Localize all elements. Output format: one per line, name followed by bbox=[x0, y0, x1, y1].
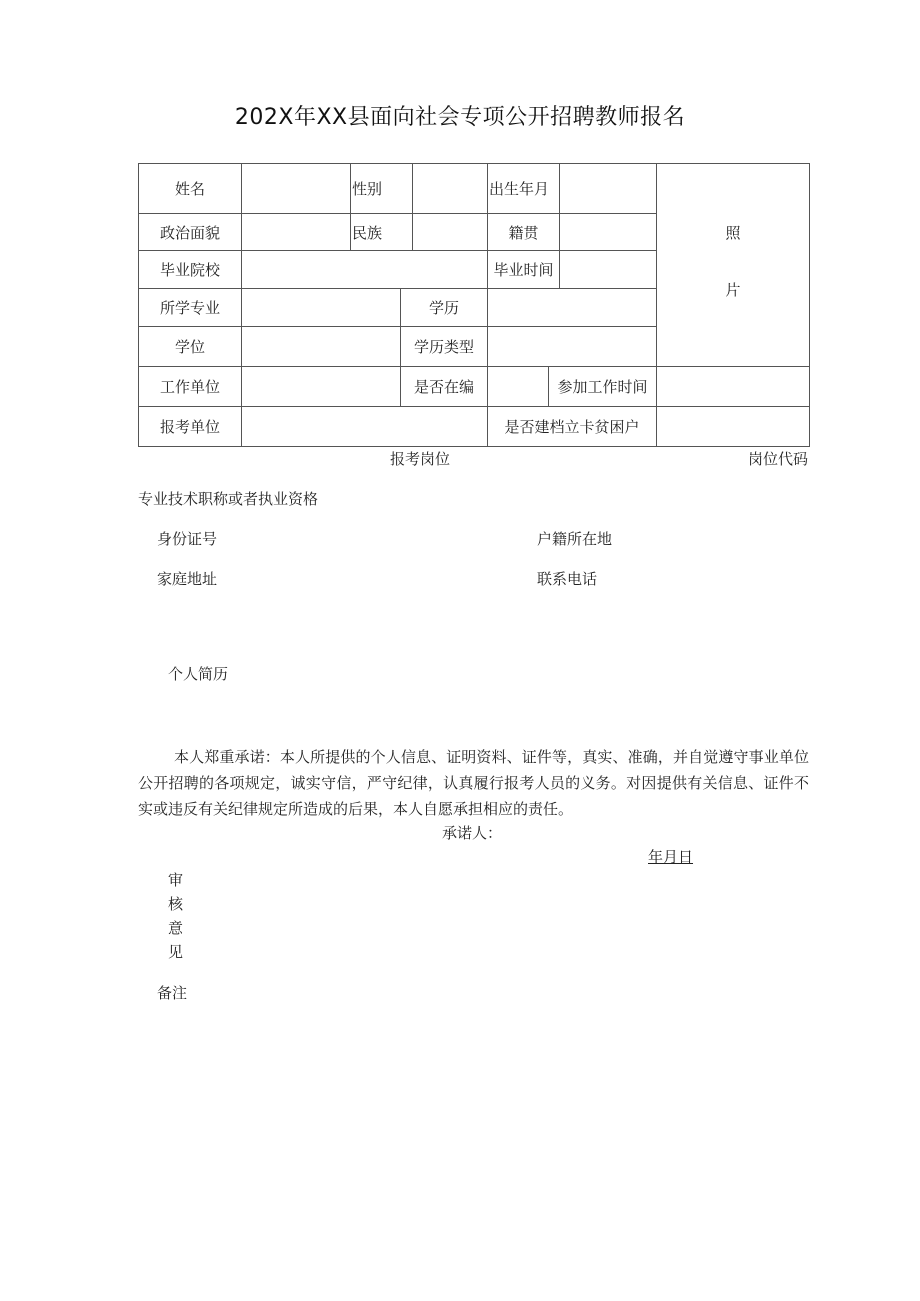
name-label: 姓名 bbox=[139, 164, 242, 214]
native-place-input[interactable] bbox=[560, 214, 657, 251]
politics-label: 政治面貌 bbox=[139, 214, 242, 251]
review-char-1: 审 bbox=[168, 871, 184, 889]
degree-label: 学位 bbox=[139, 327, 242, 367]
education-input[interactable] bbox=[488, 289, 657, 327]
poverty-label: 是否建档立卡贫困户 bbox=[488, 407, 657, 447]
review-char-3: 意 bbox=[168, 919, 184, 937]
date-label: 年月日 bbox=[648, 848, 694, 866]
school-input[interactable] bbox=[242, 251, 488, 289]
politics-input[interactable] bbox=[242, 214, 351, 251]
birth-label: 出生年月 bbox=[488, 164, 560, 214]
birth-input[interactable] bbox=[560, 164, 657, 214]
poverty-input[interactable] bbox=[657, 407, 810, 447]
home-address-label: 家庭地址 bbox=[157, 570, 218, 588]
apply-unit-label: 报考单位 bbox=[139, 407, 242, 447]
ethnicity-input[interactable] bbox=[413, 214, 488, 251]
name-input[interactable] bbox=[242, 164, 351, 214]
household-label: 户籍所在地 bbox=[537, 530, 613, 548]
review-char-4: 见 bbox=[168, 943, 184, 961]
qualification-label: 专业技术职称或者执业资格 bbox=[138, 490, 319, 508]
remarks-label: 备注 bbox=[157, 984, 188, 1002]
on-staff-input[interactable] bbox=[488, 367, 549, 407]
post-code-label: 岗位代码 bbox=[748, 450, 809, 468]
gender-input[interactable] bbox=[413, 164, 488, 214]
major-label: 所学专业 bbox=[139, 289, 242, 327]
phone-label: 联系电话 bbox=[537, 570, 598, 588]
grad-time-input[interactable] bbox=[560, 251, 657, 289]
education-label: 学历 bbox=[401, 289, 488, 327]
photo-char-2: 片 bbox=[725, 281, 741, 299]
photo-box[interactable] bbox=[657, 164, 810, 367]
id-number-label: 身份证号 bbox=[157, 530, 218, 548]
education-type-label: 学历类型 bbox=[401, 327, 488, 367]
grad-time-label: 毕业时间 bbox=[488, 251, 560, 289]
ethnicity-label: 民族 bbox=[351, 214, 413, 251]
work-unit-input[interactable] bbox=[242, 367, 401, 407]
registration-table bbox=[138, 163, 810, 447]
work-unit-label: 工作单位 bbox=[139, 367, 242, 407]
major-input[interactable] bbox=[242, 289, 401, 327]
apply-post-label: 报考岗位 bbox=[390, 450, 451, 468]
degree-input[interactable] bbox=[242, 327, 401, 367]
gender-label: 性别 bbox=[351, 164, 413, 214]
school-label: 毕业院校 bbox=[139, 251, 242, 289]
review-char-2: 核 bbox=[168, 895, 184, 913]
resume-label: 个人简历 bbox=[168, 665, 229, 683]
signer-label: 承诺人： bbox=[442, 824, 503, 842]
page-title: 202X年XX县面向社会专项公开招聘教师报名 bbox=[234, 105, 686, 130]
photo-char-1: 照 bbox=[725, 224, 741, 242]
education-type-input[interactable] bbox=[488, 327, 657, 367]
on-staff-label: 是否在编 bbox=[401, 367, 488, 407]
pledge-text: 本人郑重承诺：本人所提供的个人信息、证明资料、证件等，真实、准确，并自觉遵守事业单位公开招聘的各项规定，诚实守信，严守纪律，认真履行报考人员的义务。对因提供有关信息、证件不实或违反有关纪律规定所造成的后果，本人自愿承担相应的责任。 bbox=[138, 748, 809, 818]
work-start-input[interactable] bbox=[657, 367, 810, 407]
native-place-label: 籍贯 bbox=[488, 214, 560, 251]
apply-unit-input[interactable] bbox=[242, 407, 488, 447]
work-start-label: 参加工作时间 bbox=[549, 367, 657, 407]
